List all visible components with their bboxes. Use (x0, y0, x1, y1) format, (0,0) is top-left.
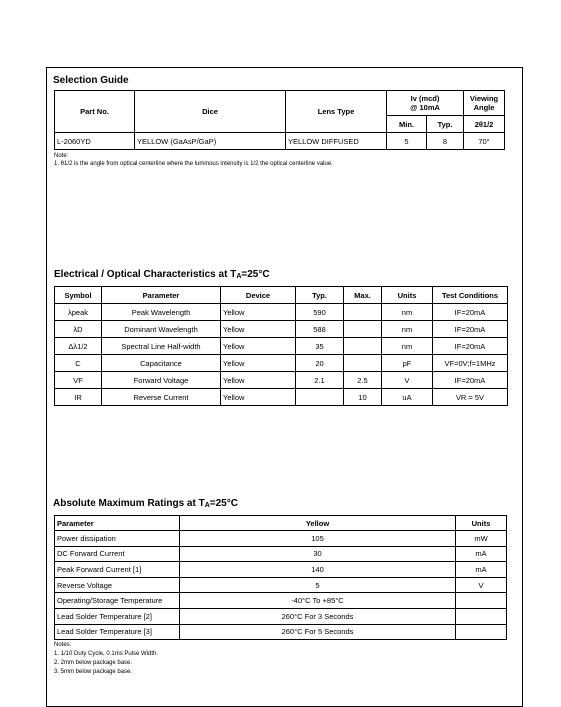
table-cell: DC Forward Current (55, 546, 180, 562)
header-dice: Dice (135, 91, 286, 133)
table-row (55, 372, 508, 389)
table-cell: V (456, 577, 507, 593)
table-cell: C (55, 355, 102, 372)
table-cell: -40°C To +85°C (180, 593, 456, 609)
table-cell: Forward Voltage (102, 372, 221, 389)
table-cell: Capacitance (102, 355, 221, 372)
table-cell: 2.1 (296, 372, 344, 389)
table-cell (344, 321, 382, 338)
column-header: Yellow (180, 516, 456, 531)
table-cell: Yellow (221, 338, 296, 355)
table-cell: Δλ1/2 (55, 338, 102, 355)
table-cell: Yellow (221, 321, 296, 338)
table-cell: Spectral Line Half-width (102, 338, 221, 355)
table-cell: VR = 5V (433, 389, 508, 406)
header-theta: 2θ1/2 (464, 116, 505, 133)
table-cell: Peak Wavelength (102, 304, 221, 321)
selection-note-label: Note: (54, 153, 69, 159)
column-header: Units (382, 287, 433, 304)
table-header-row (55, 516, 507, 531)
note-line: 2. 2mm below package base. (54, 660, 133, 666)
cell-lens: YELLOW DIFFUSED (286, 133, 387, 150)
column-header: Device (221, 287, 296, 304)
absolute-title-end: =25°C (209, 498, 238, 509)
table-cell: Yellow (221, 372, 296, 389)
header-typ: Typ. (427, 116, 464, 133)
table-row (55, 304, 508, 321)
selection-note-1: 1. θ1/2 is the angle from optical centerline where the luminous intensity is 1/2 the optical centerline value. (54, 161, 333, 167)
table-cell: 260°C For 3 Seconds (180, 608, 456, 624)
table-cell: 20 (296, 355, 344, 372)
header-lens-type: Lens Type (286, 91, 387, 133)
table-row (55, 577, 507, 593)
table-cell: Yellow (221, 389, 296, 406)
electrical-title-text: Electrical / Optical Characteristics at T (54, 269, 237, 280)
note-line: 1. 1/10 Duty Cycle, 0.1ms Pulse Width. (54, 651, 159, 657)
table-cell: λpeak (55, 304, 102, 321)
note-line: Notes: (54, 642, 72, 648)
column-header: Test Conditions (433, 287, 508, 304)
table-cell: mA (456, 562, 507, 578)
table-cell: Lead Solder Temperature [2] (55, 608, 180, 624)
table-cell: Yellow (221, 304, 296, 321)
table-row (55, 546, 507, 562)
table-cell: Lead Solder Temperature [3] (55, 624, 180, 640)
absolute-table (54, 515, 507, 640)
table-header-row (55, 287, 508, 304)
table-row (55, 321, 508, 338)
table-cell: 5 (180, 577, 456, 593)
table-row (55, 593, 507, 609)
table-cell (456, 593, 507, 609)
note-line: 3. 5mm below package base. (54, 669, 133, 675)
table-cell (456, 624, 507, 640)
cell-min: 5 (387, 133, 427, 150)
table-cell: 140 (180, 562, 456, 578)
table-cell: Peak Forward Current [1] (55, 562, 180, 578)
table-cell: Power dissipation (55, 531, 180, 547)
cell-part-no: L-2060YD (55, 133, 135, 150)
table-cell: IR (55, 389, 102, 406)
table-cell: mA (456, 546, 507, 562)
table-cell: 105 (180, 531, 456, 547)
selection-guide-table (54, 90, 505, 150)
table-cell: 590 (296, 304, 344, 321)
header-viewing: Viewing (469, 94, 499, 103)
table-cell: mW (456, 531, 507, 547)
absolute-title-text: Absolute Maximum Ratings at T (53, 498, 205, 509)
table-cell: Dominant Wavelength (102, 321, 221, 338)
table-row (55, 389, 508, 406)
column-header: Symbol (55, 287, 102, 304)
electrical-title (54, 269, 270, 280)
column-header: Units (456, 516, 507, 531)
table-cell (456, 608, 507, 624)
table-cell: IF=20mA (433, 372, 508, 389)
table-row (55, 133, 505, 150)
table-row (55, 608, 507, 624)
table-cell: IF=20mA (433, 304, 508, 321)
table-cell (344, 304, 382, 321)
header-viewing-angle (464, 91, 505, 116)
header-min: Min. (387, 116, 427, 133)
electrical-table (54, 286, 508, 406)
table-cell: 2.5 (344, 372, 382, 389)
table-cell: IF=20mA (433, 338, 508, 355)
table-cell: pF (382, 355, 433, 372)
cell-dice: YELLOW (GaAsP/GaP) (135, 133, 286, 150)
table-cell: nm (382, 321, 433, 338)
table-row (55, 531, 507, 547)
header-part-no: Part No. (55, 91, 135, 133)
table-cell: IF=20mA (433, 321, 508, 338)
table-cell: V (382, 372, 433, 389)
table-row (55, 562, 507, 578)
table-cell: Reverse Current (102, 389, 221, 406)
table-cell (296, 389, 344, 406)
table-cell: 10 (344, 389, 382, 406)
header-iv (387, 91, 464, 116)
table-cell: 35 (296, 338, 344, 355)
header-iv-label: Iv (mcd) (410, 94, 440, 103)
cell-angle: 70° (464, 133, 505, 150)
table-cell: nm (382, 304, 433, 321)
selection-guide-title: Selection Guide (53, 75, 129, 86)
header-angle: Angle (473, 103, 495, 112)
electrical-title-end: =25°C (241, 269, 270, 280)
table-cell: Reverse Voltage (55, 577, 180, 593)
table-cell (344, 338, 382, 355)
table-cell: 260°C For 5 Seconds (180, 624, 456, 640)
column-header: Max. (344, 287, 382, 304)
table-cell: nm (382, 338, 433, 355)
electrical-title-sub: A (236, 273, 242, 280)
table-cell: 30 (180, 546, 456, 562)
column-header: Parameter (55, 516, 180, 531)
table-cell: VF=0V;f=1MHz (433, 355, 508, 372)
table-cell: 588 (296, 321, 344, 338)
table-cell: Operating/Storage Temperature (55, 593, 180, 609)
table-row (55, 624, 507, 640)
table-cell: Yellow (221, 355, 296, 372)
table-cell: VF (55, 372, 102, 389)
header-iv-cond: @ 10mA (410, 103, 440, 112)
column-header: Typ. (296, 287, 344, 304)
table-row (55, 338, 508, 355)
cell-typ: 8 (427, 133, 464, 150)
column-header: Parameter (102, 287, 221, 304)
table-cell (344, 355, 382, 372)
table-cell: uA (382, 389, 433, 406)
table-cell: λD (55, 321, 102, 338)
table-row (55, 355, 508, 372)
absolute-title (53, 498, 238, 509)
absolute-title-sub: A (204, 502, 210, 509)
